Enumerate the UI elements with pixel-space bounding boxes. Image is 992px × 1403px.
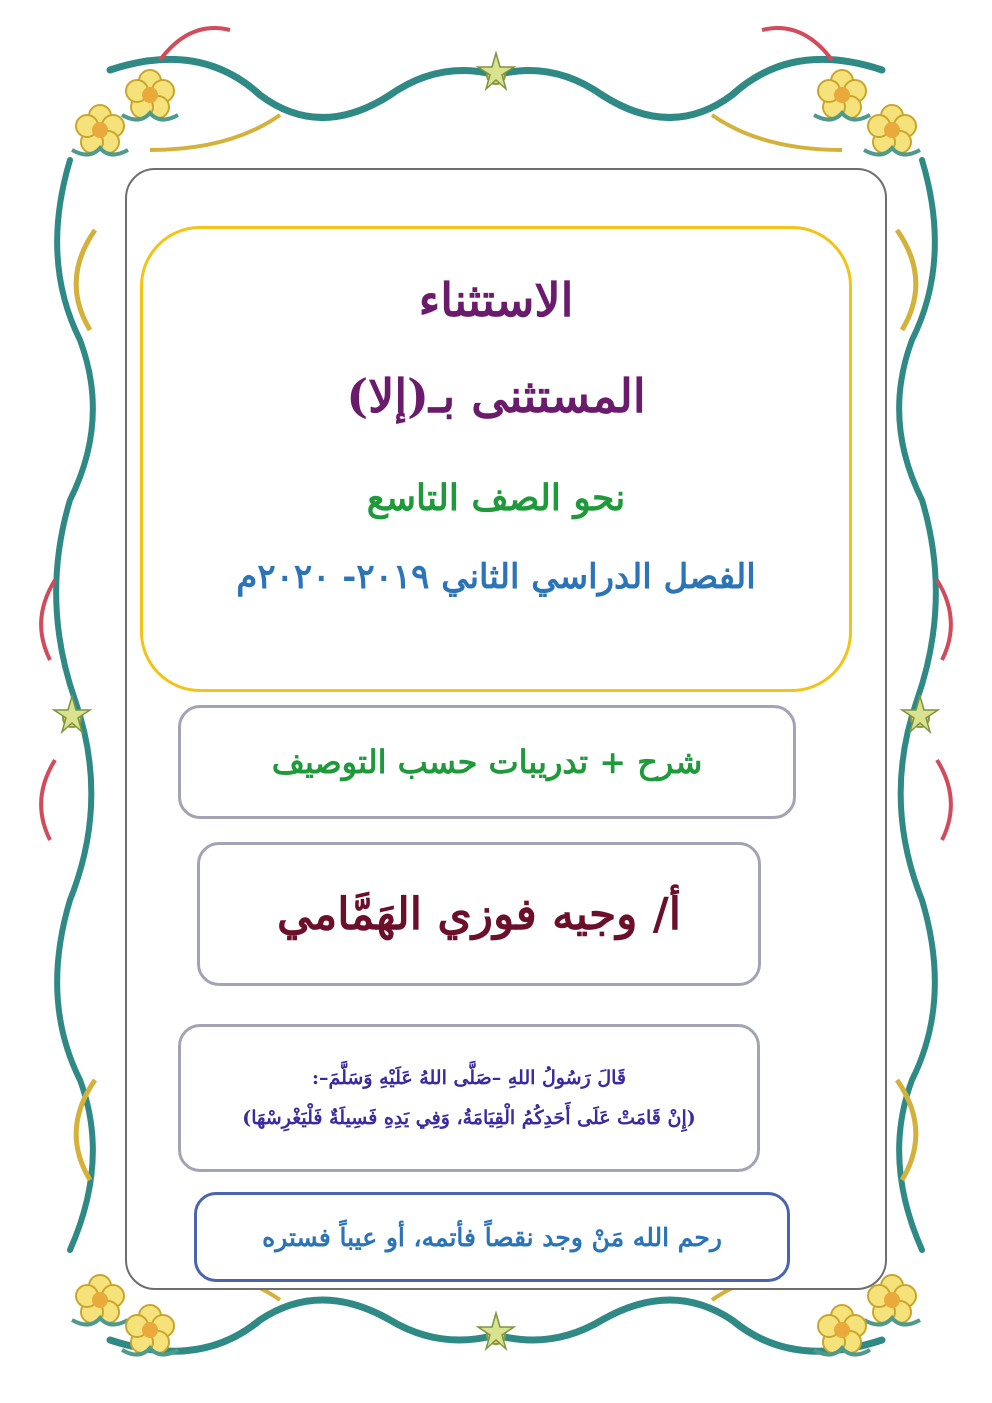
- title-panel: [140, 226, 852, 692]
- explanation-text: شرح + تدريبات حسب التوصيف: [271, 743, 703, 781]
- author-name: أ/ وجيه فوزي الهَمَّامي: [277, 888, 682, 940]
- hadith-line-1: قَالَ رَسُولُ اللهِ –صَلَّى اللهُ عَلَيْهِ وَسَلَّمَ–:: [311, 1067, 627, 1089]
- author-box: [197, 842, 761, 986]
- subtitle: المستثنى بـ(إلا): [346, 369, 646, 423]
- hadith-line-2: (إِنْ قَامَتْ عَلَى أَحَدِكُمُ الْقِيَامَةُ، وَفِي يَدِهِ فَسِيلَةٌ فَلْيَغْرِسْهَا): [242, 1107, 696, 1129]
- subject-line: نحو الصف التاسع: [366, 477, 626, 519]
- prayer-text: رحم الله مَنْ وجد نقصاً فأتمه، أو عيباً فستره: [262, 1222, 722, 1252]
- hadith-box: [178, 1024, 760, 1172]
- main-title: الاستثناء: [418, 273, 574, 327]
- semester-line: الفصل الدراسي الثاني ٢٠١٩- ٢٠٢٠م: [236, 557, 756, 597]
- explanation-box: [178, 705, 796, 819]
- prayer-box: [194, 1192, 790, 1282]
